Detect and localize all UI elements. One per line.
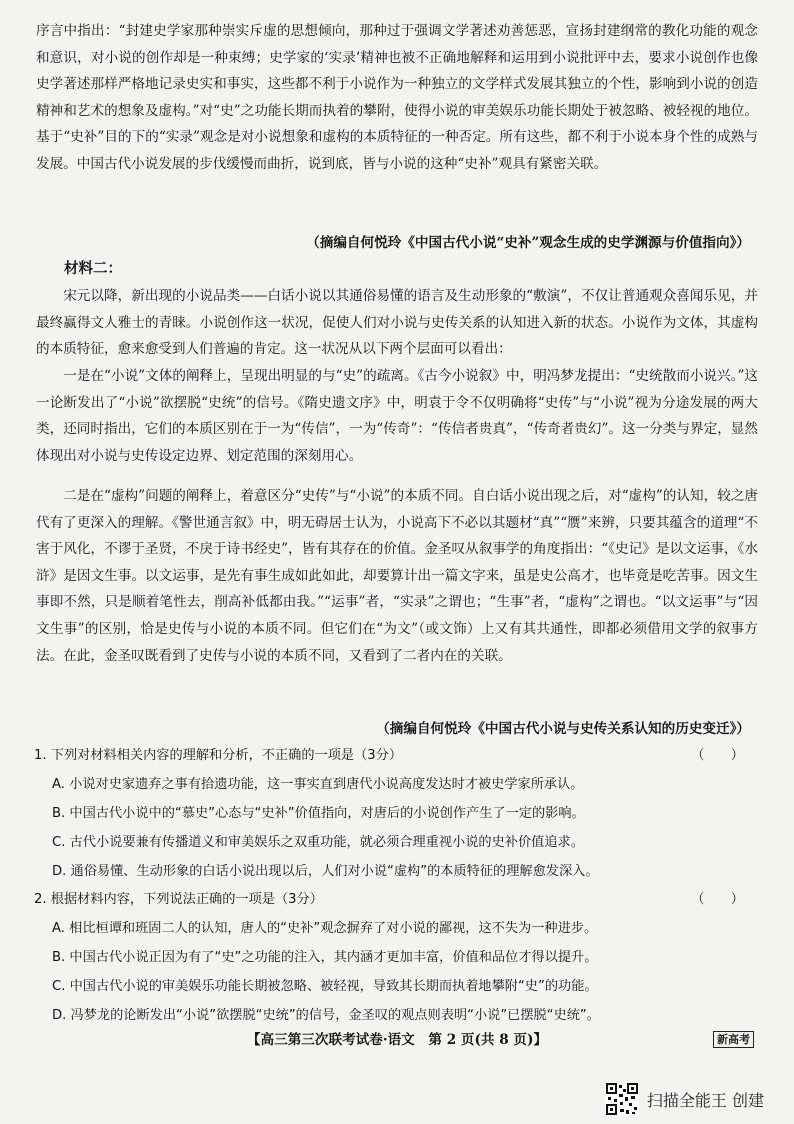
question-2-stem: 2. 根据材料内容，下列说法正确的一项是（3分）: [34, 892, 323, 907]
question-2-option-b: B. 中国古代小说正因为有了“史”之功能的注入，其内涵才更加丰富，价值和品位才得以提升。: [52, 950, 598, 965]
question-1-option-d: D. 通俗易懂、生动形象的白话小说出现以后，人们对小说“虚构”的本质特征的理解愈发深入。: [52, 864, 599, 879]
qr-code-icon: [605, 1082, 639, 1116]
question-1-option-a: A. 小说对史家遗弃之事有拾遗功能，这一事实直到唐代小说高度发达时才被史学家所承认。: [52, 777, 584, 792]
question-2-option-d: D. 冯梦龙的论断发出“小说”欲摆脱“史统”的信号，金圣叹的观点则表明“小说”已摆脱“史统”。: [52, 1008, 600, 1023]
scanner-watermark: [605, 1082, 764, 1116]
material2-paragraph-2: 一是在“小说”文体的阐释上，呈现出明显的与“史”的疏离。《古今小说叙》中，明冯梦龙提出：“史统散而小说兴。”这一论断发出了“小说”欲摆脱“史统”的信号。《隋史遗文序》中，明袁于令不仅明确将“史传”与“小说”视为分途发展的两大类，还同时指出，它们的本质区别在于一为“传信”，一为“传奇”：“传信者贵真”，“传奇者贵幻”。这一分类与界定，显然体现出对小说与史传设定边界、划定范围的深刻用心。: [36, 368, 758, 464]
question-1-option-c: C. 古代小说要兼有传播道义和审美娱乐之双重功能，就必须合理重视小说的史补价值追求。: [52, 835, 584, 850]
material2-paragraph-3: 二是在“虚构”问题的阐释上，着意区分“史传”与“小说”的本质不同。自白话小说出现之后，对“虚构”的认知，较之唐代有了更深入的理解。《警世通言叙》中，明无碍居士认为，小说高下不必以其题材“真”“赝”来辨，只要其蕴含的道理“不害于风化，不谬于圣贤，不戾于诗书经史”，皆有其存在的价值。金圣叹从叙事学的角度指出：“《史记》是以文运事，《水浒》是因文生事。以文运事，是先有事生成如此如此，却要算计出一篇文字来，虽是史公高才，也毕竟是吃苦事。因文生事即不然，只是顺着笔性去，削高补低都由我。”“运事”者，“实录”之谓也；“生事”者，“虚构”之谓也。“以文运事”与“因文生事”的区别，恰是史传与小说的本质不同。但它们在“为文”（或文饰）上又有其共通性，即都必须借用文学的叙事方法。在此，金圣叹既看到了史传与小说的本质不同，又看到了二者内在的关联。: [36, 488, 758, 664]
material2-heading: 材料二：: [64, 260, 122, 277]
question-2-option-a: A. 相比桓谭和班固二人的认知，唐人的“史补”观念摒弃了对小说的鄙视，这不失为一种进步。: [52, 921, 598, 936]
question-1-option-b: B. 中国古代小说中的“慕史”心态与“史补”价值指向，对唐后的小说创作产生了一定的影响。: [52, 806, 585, 821]
page-footer: 【高三第三次联考试卷·语文 第 2 页(共 8 页)】: [246, 1032, 548, 1048]
material2-paragraph-1: 宋元以降，新出现的小说品类——白话小说以其通俗易懂的语言及生动形象的“敷演”，不仅让普通观众喜闻乐见，并最终赢得文人雅士的青睐。小说创作这一状况，促使人们对小说与史传关系的认知进入新的状态。小说作为文体，其虚构的本质特征，愈来愈受到人们普遍的肯定。这一状况从以下两个层面可以看出：: [36, 288, 758, 358]
material1-source: （摘编自何悦玲《中国古代小说“史补”观念生成的史学渊源与价值指向》）: [306, 235, 750, 251]
material2-source: （摘编自何悦玲《中国古代小说与史传关系认知的历史变迁》）: [376, 721, 750, 737]
exam-type-badge: 新高考: [713, 1031, 754, 1048]
question-2-answer-blank: （ ）: [691, 892, 744, 907]
question-1-stem: 1. 下列对材料相关内容的理解和分析，不正确的一项是（3分）: [34, 748, 403, 763]
watermark-text: 扫描全能王 创建: [646, 1090, 764, 1110]
material1-paragraph: 序言中指出：“封建史学家那种崇实斥虚的思想倾向，那种过于强调文学著述劝善惩恶，宣扬封建纲常的教化功能的观念和意识，对小说的创作却是一种束缚；史学家的‘实录’精神也被不正确地解释和运用到小说批评中去，要求小说创作也像史学著述那样严格地记录史实和事实，这些都不利于小说作为一种独立的文学样式发展其独立的个性，影响到小说的创造精神和艺术的想象及虚构。”对“史”之功能长期而执着的攀附，使得小说的审美娱乐功能长期处于被忽略、被轻视的地位。基于“史补”目的下的“实录”观念是对小说想象和虚构的本质特征的一种否定。所有这些，都不利于小说本身个性的成熟与发展。中国古代小说发展的步伐缓慢而曲折，说到底，皆与小说的这种“史补”观具有紧密关联。: [36, 23, 758, 172]
question-2-option-c: C. 中国古代小说的审美娱乐功能长期被忽略、被轻视，导致其长期而执着地攀附“史”的功能。: [52, 979, 598, 994]
question-1-answer-blank: （ ）: [691, 748, 744, 763]
